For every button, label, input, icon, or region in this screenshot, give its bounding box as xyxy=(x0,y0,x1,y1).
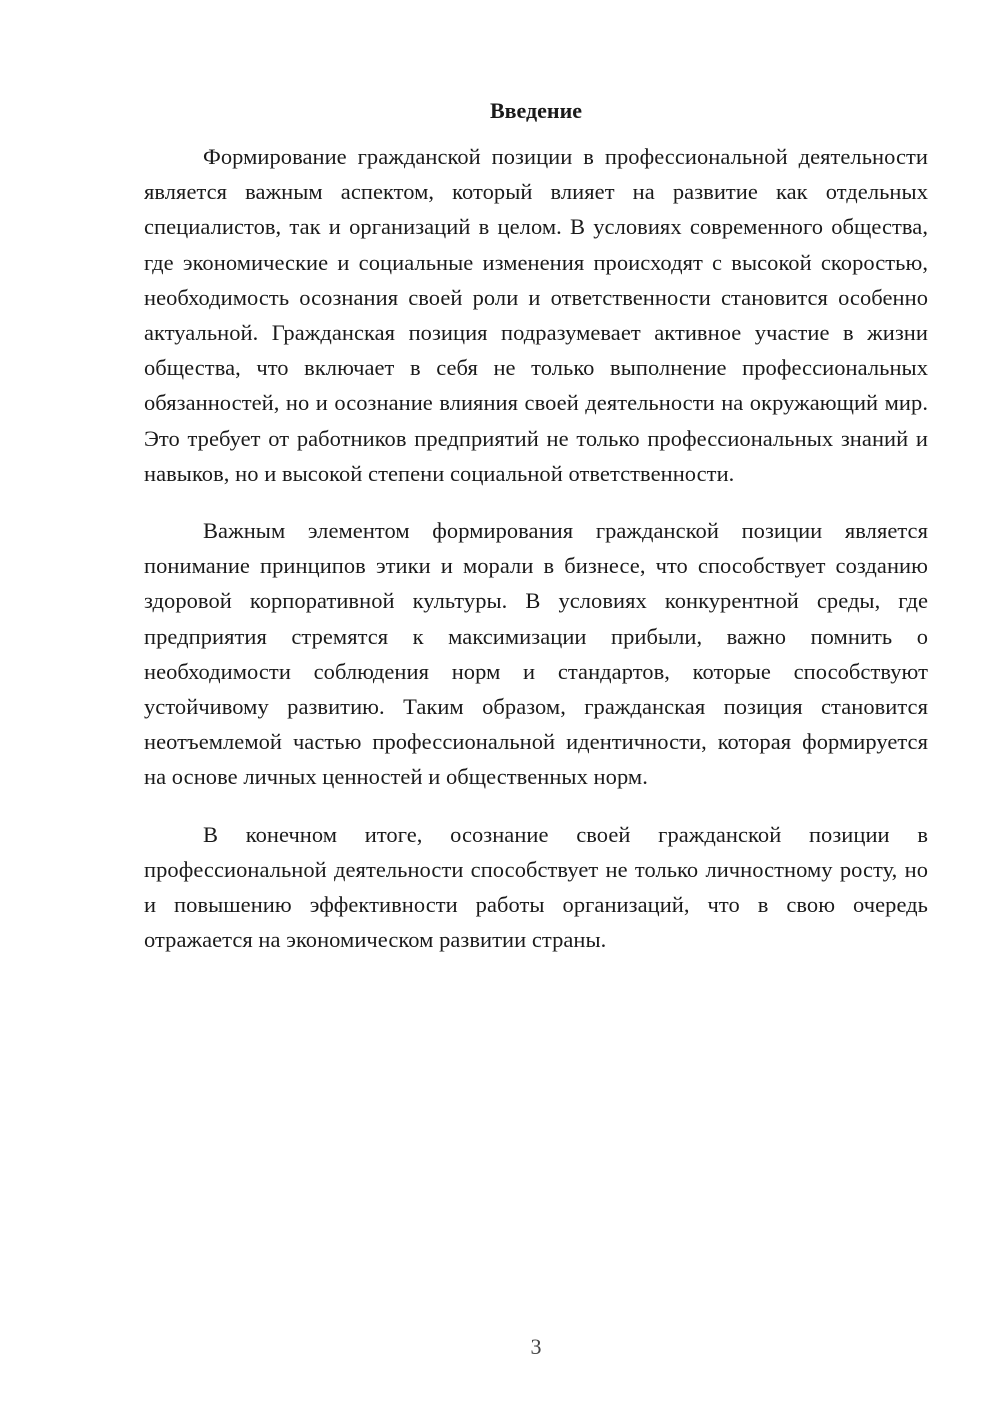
paragraph-3: В конечном итоге, осознание своей гражданской позиции в профессиональной деятельности способствует не только личностному росту, но и повышению эффективности работы организаций, что в свою очередь отражается на экономическом развитии страны. xyxy=(144,821,928,953)
page-content xyxy=(144,97,928,979)
paragraph-1: Формирование гражданской позиции в профессиональной деятельности является важным аспектом, который влияет на развитие как отдельных специалистов, так и организаций в целом. В условиях современного общества, где экономические и социальные изменения происходят с высокой скоростью, необходимость осознания своей роли и ответственности становится особенно актуальной. Гражданская позиция подразумевает активное участие в жизни общества, что включает в себя не только выполнение профессиональных обязанностей, но и осознание влияния своей деятельности на окружающий мир. Это требует от работников предприятий не только профессиональных знаний и навыков, но и высокой степени социальной ответственности. xyxy=(144,144,928,486)
page-number: 3 xyxy=(530,1334,542,1359)
paragraph-2: Важным элементом формирования гражданской позиции является понимание принципов этики и морали в бизнесе, что способствует созданию здоровой корпоративной культуры. В условиях конкурентной среды, где предприятия стремятся к максимизации прибыли, важно помнить о необходимости соблюдения норм и стандартов, которые способствуют устойчивому развитию. Таким образом, гражданская позиция становится неотъемлемой частью профессиональной идентичности, которая формируется на основе личных ценностей и общественных норм. xyxy=(144,518,928,790)
section-heading: Введение xyxy=(489,98,583,123)
